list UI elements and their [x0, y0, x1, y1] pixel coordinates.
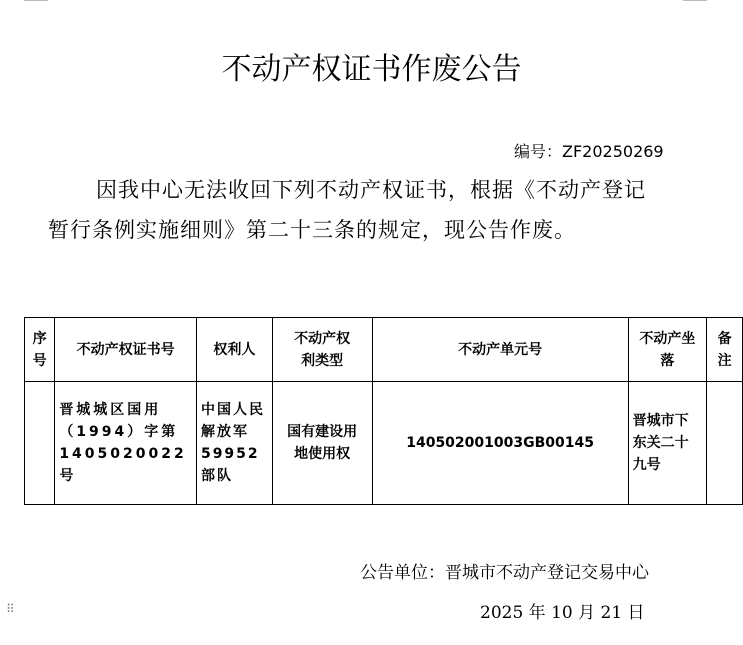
- page-corner-mark: [683, 0, 707, 1]
- issuer: 公告单位：晋城市不动产登记交易中心: [360, 563, 649, 583]
- cell-location: 晋城市下东关二十九号: [628, 382, 707, 505]
- table-row: [25, 382, 743, 505]
- table-header-row: [25, 318, 743, 382]
- drag-handle-icon[interactable]: ⠿: [6, 602, 13, 616]
- header-location: 不动产坐落: [628, 318, 707, 382]
- certificate-table: [24, 317, 743, 505]
- cell-unit-no: 140502001003GB00145: [372, 382, 628, 505]
- header-cert-no: 不动产权证书号: [55, 318, 197, 382]
- page-title: 不动产权证书作废公告: [221, 52, 522, 87]
- header-owner: 权利人: [196, 318, 272, 382]
- cell-remarks: [707, 382, 743, 505]
- body-paragraph-line-2: 暂行条例实施细则》第二十三条的规定，现公告作废。: [48, 218, 576, 242]
- issue-date: 2025 年 10 月 21 日: [480, 603, 645, 623]
- page-corner-mark: [24, 0, 48, 1]
- body-paragraph-line-1: 因我中心无法收回下列不动产权证书，根据《不动产登记: [96, 178, 646, 202]
- header-right-type: 不动产权利类型: [272, 318, 372, 382]
- header-remarks: 备注: [707, 318, 743, 382]
- document-number: 编号：ZF20250269: [514, 142, 664, 161]
- cell-seq: [25, 382, 55, 505]
- cell-right-type: 国有建设用地使用权: [272, 382, 372, 505]
- cell-cert-no: 晋城城区国用（1994）字第1405020022号: [55, 382, 197, 505]
- header-seq: 序号: [25, 318, 55, 382]
- header-unit-no: 不动产单元号: [372, 318, 628, 382]
- cell-owner: 中国人民解放军59952部队: [196, 382, 272, 505]
